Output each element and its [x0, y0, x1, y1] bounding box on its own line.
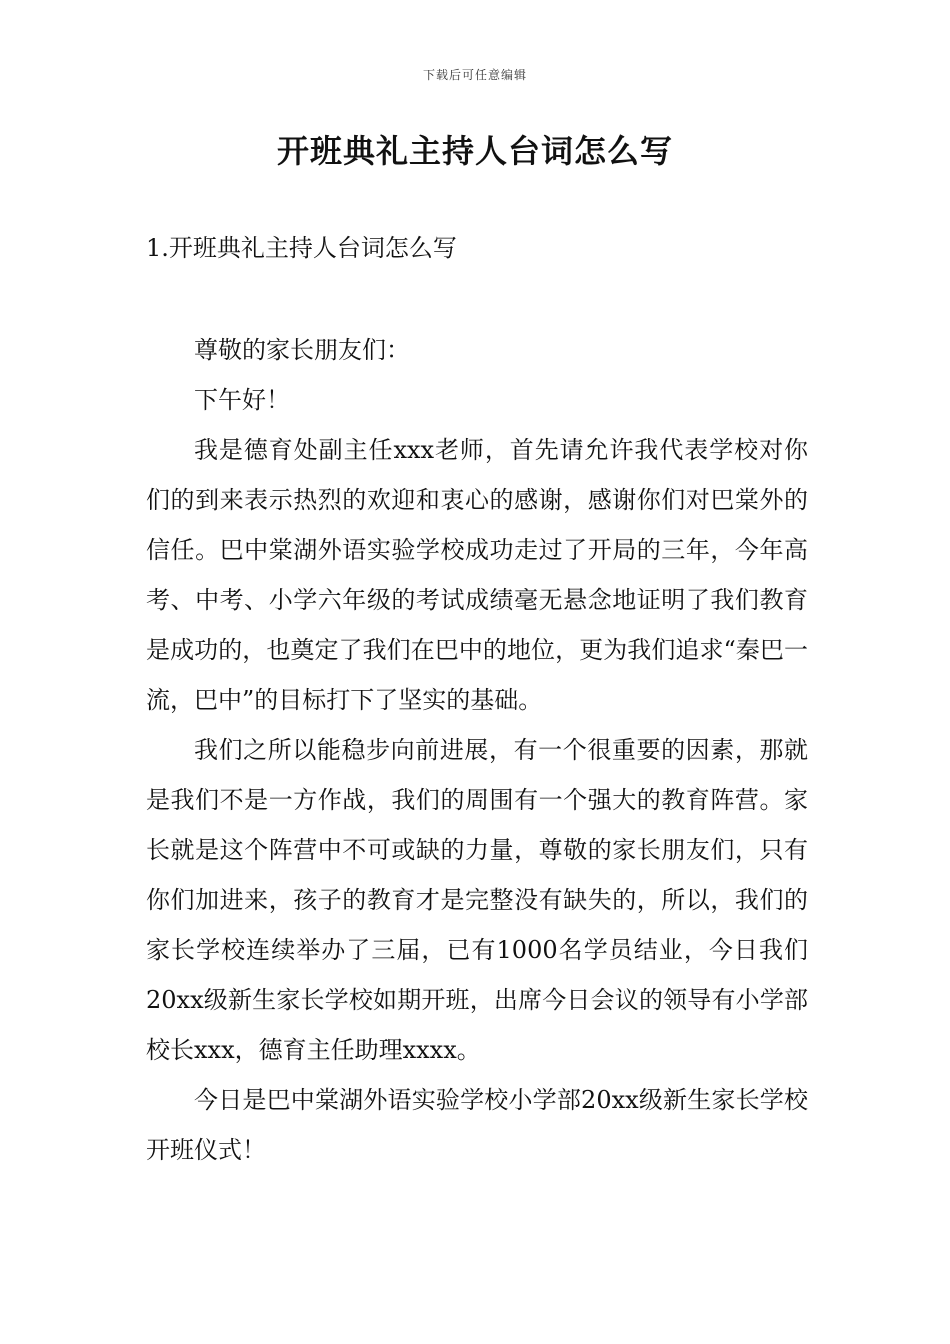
paragraph-parents-role: 我们之所以能稳步向前进展，有一个很重要的因素，那就是我们不是一方作战，我们的周围有一个强大的教育阵营。家长就是这个阵营中不可或缺的力量，尊敬的家长朋友们，只有你们加进来，孩子的教育才是完整没有缺失的，所以，我们的家长学校连续举办了三届，已有1000名学员结业，今日我们20xx级新生家长学校如期开班，出席今日会议的领导有小学部校长xxx，德育主任助理xxxx。	[146, 736, 808, 1064]
paragraph-ceremony: 今日是巴中棠湖外语实验学校小学部20xx级新生家长学校开班仪式！	[146, 1086, 808, 1164]
paragraph-introduction: 我是德育处副主任xxx老师，首先请允许我代表学校对你们的到来表示热烈的欢迎和衷心的感谢，感谢你们对巴棠外的信任。巴中棠湖外语实验学校成功走过了开局的三年，今年高考、中考、小学六年级的考试成绩毫无悬念地证明了我们教育是成功的，也奠定了我们在巴中的地位，更为我们追求“秦巴一流，巴中”的目标打下了坚实的基础。	[146, 436, 808, 714]
body-text	[146, 325, 808, 1175]
paragraph-greeting: 下午好！	[194, 386, 290, 414]
header-note: 下载后可任意编辑	[422, 68, 527, 82]
paragraph-salutation: 尊敬的家长朋友们：	[194, 336, 410, 364]
section-heading: 1.开班典礼主持人台词怎么写	[146, 234, 457, 262]
page-title: 开班典礼主持人台词怎么写	[276, 132, 673, 170]
